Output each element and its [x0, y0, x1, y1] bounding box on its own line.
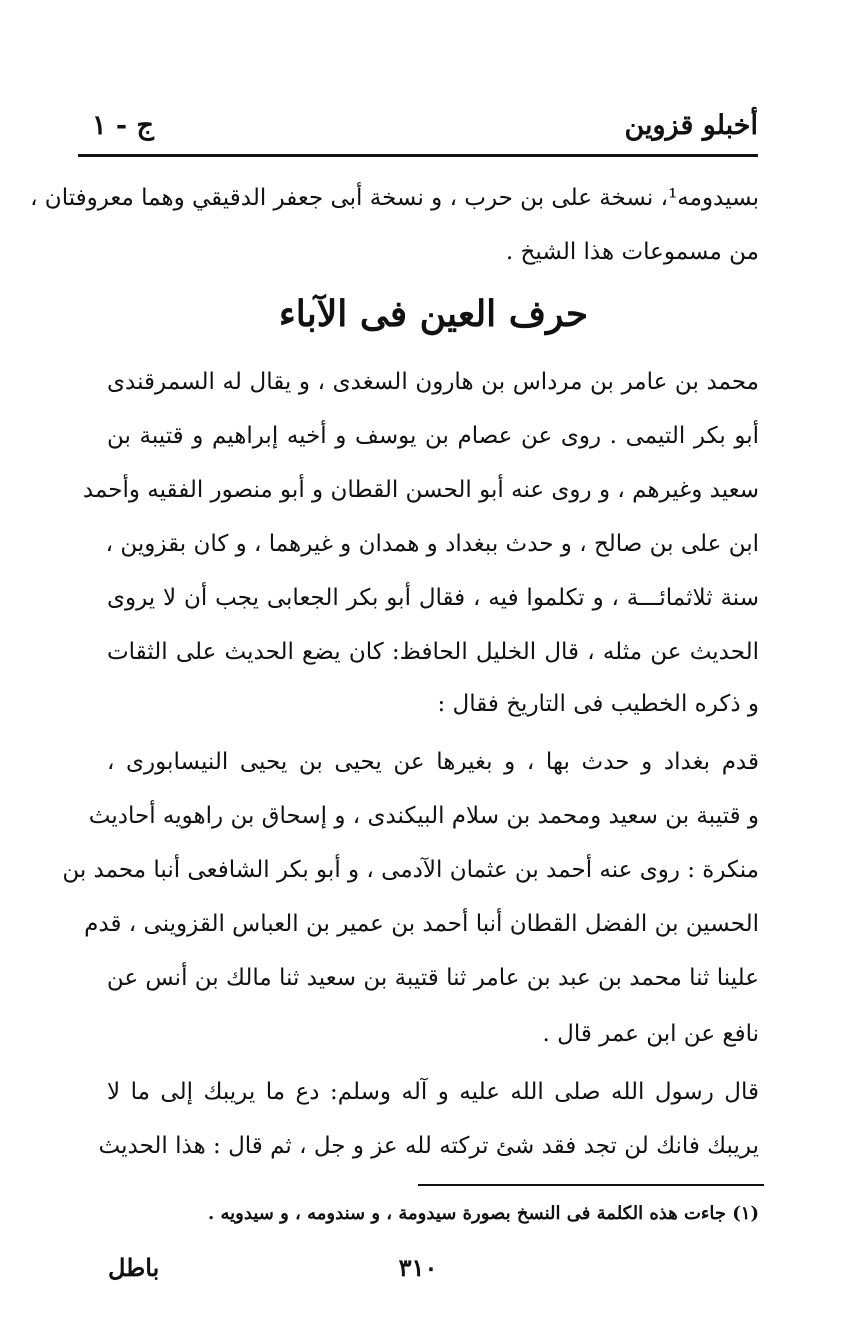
body-line: سنة ثلاثمائـــة ، و تكلموا فيه ، فقال أبو بكر الجعابى يجب أن لا يروى [107, 585, 759, 611]
body-line: محمد بن عامر بن مرداس بن هارون السغدى ، و يقال له السمرقندى [107, 369, 759, 395]
footnote: (١) جاءت هذه الكلمة فى النسخ بصورة سيدومة ، و سندومه ، و سيدويه . [207, 1203, 759, 1224]
body-line: علينا ثنا محمد بن عبد بن عامر ثنا قتيبة بن سعيد ثنا مالك بن أنس عن [106, 965, 759, 991]
page-footer [78, 1248, 758, 1288]
body-line: نافع عن ابن عمر قال . [542, 1021, 759, 1047]
body-line: منكرة : روى عنه أحمد بن عثمان الآدمى ، و أبو بكر الشافعى أنبا محمد بن [62, 857, 759, 883]
body-line: قال رسول الله صلى الله عليه و آله وسلم: دع ما يريبك إلى ما لا [107, 1079, 759, 1105]
book-title: أخبلو قزوين [624, 110, 758, 141]
footnote-divider [418, 1184, 764, 1186]
body-line: و ذكره الخطيب فى التاريخ فقال : [437, 691, 759, 717]
body-line: قدم بغداد و حدث بها ، و بغيرها عن يحيى بن يحيى النيسابورى ، [107, 749, 759, 775]
volume-label: ج - ١ [92, 110, 154, 141]
header-divider [78, 154, 758, 157]
body-line: ابن على بن صالح ، و حدث ببغداد و همدان و غيرهما ، و كان بقزوين ، [105, 531, 759, 557]
section-heading: حرف العين فى الآباء [278, 293, 589, 335]
running-header [78, 106, 758, 150]
body-line: يريبك فانك لن تجد فقد شئ تركته لله عز و جل ، ثم قال : هذا الحديث [98, 1133, 759, 1159]
body-line: الحديث عن مثله ، قال الخليل الحافظ: كان يضع الحديث على الثقات [107, 639, 759, 665]
body-line: أبو بكر التيمى . روى عن عصام بن يوسف و أخيه إبراهيم و قتيبة بن [107, 423, 759, 449]
body-line: و قتيبة بن سعيد ومحمد بن سلام البيكندى ، و إسحاق بن راهويه أحاديث [88, 803, 759, 829]
intro-line: بسيدومه¹، نسخة على بن حرب ، و نسخة أبى جعفر الدقيقي وهما معروفتان ، [30, 185, 759, 211]
catchword: باطل [108, 1253, 160, 1282]
intro-line: من مسموعات هذا الشيخ . [505, 239, 759, 265]
page-number: ٣١٠ [398, 1253, 438, 1282]
body-line: سعيد وغيرهم ، و روى عنه أبو الحسن القطان و أبو منصور الفقيه وأحمد [82, 477, 759, 503]
body-line: الحسين بن الفضل القطان أنبا أحمد بن عمير بن العباس القزوينى ، قدم [84, 911, 759, 937]
